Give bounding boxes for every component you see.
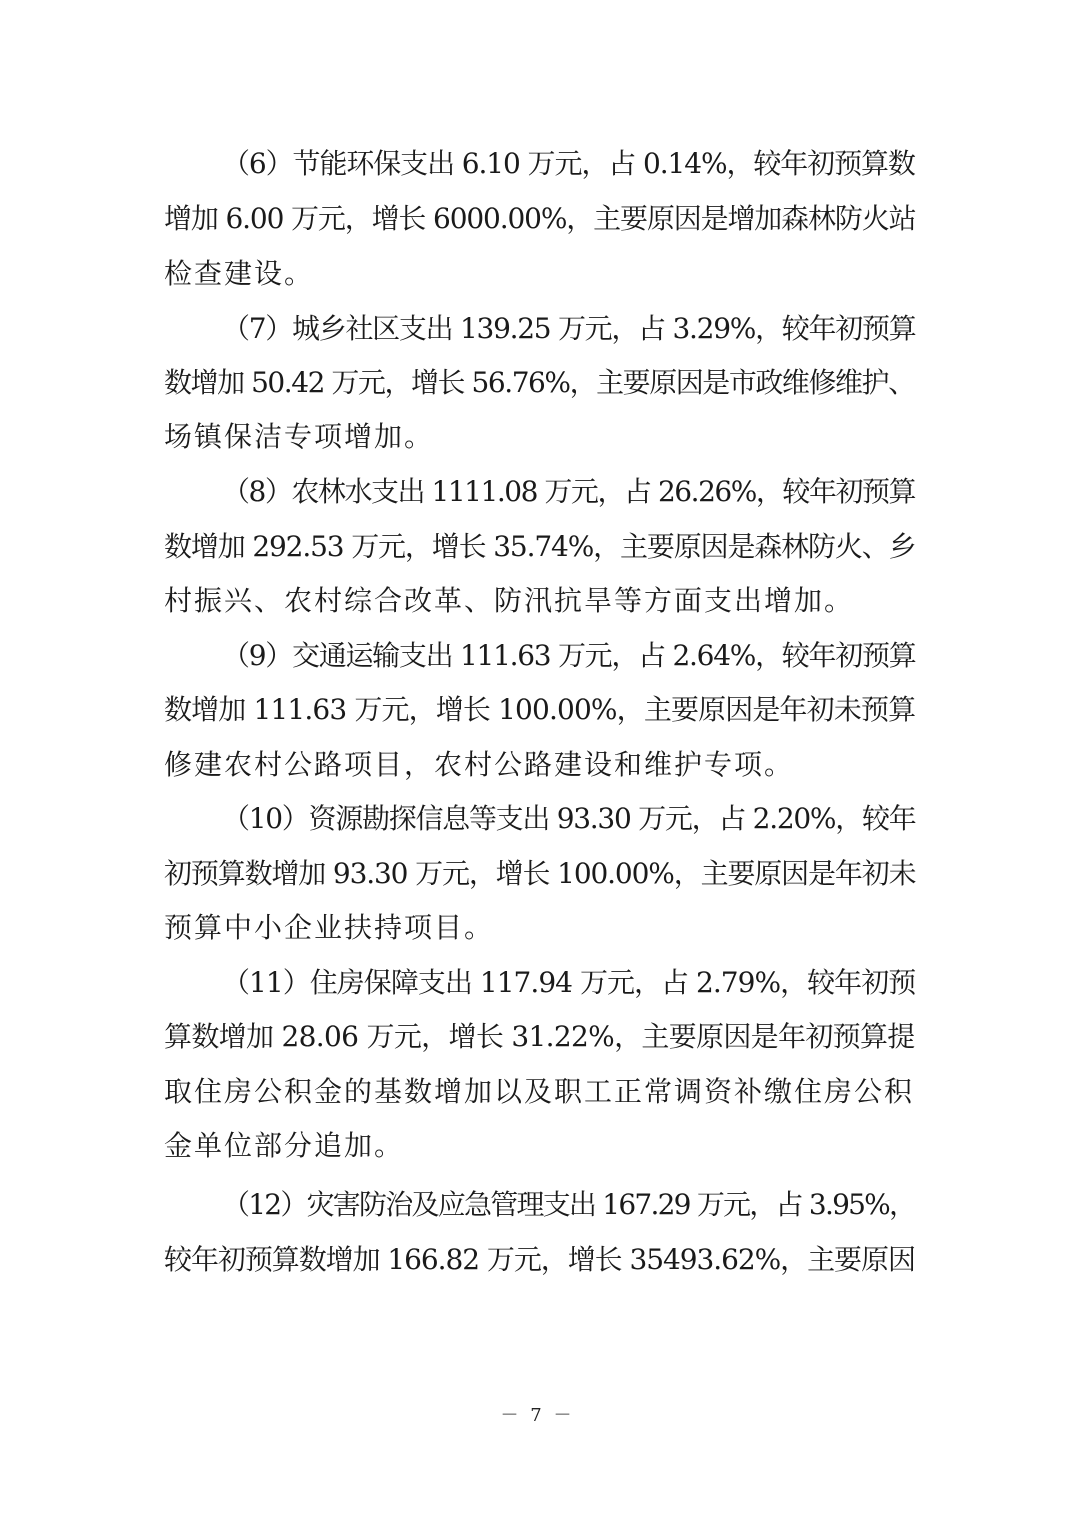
paragraph-10-line-1: （10）资源勘探信息等支出 93.30 万元，占 2.20%，较年 [222,802,916,835]
page-number: － 7 － [500,1405,575,1426]
paragraph-6-line-2: 增加 6.00 万元，增长 6000.00%，主要原因是增加森林防火站 [164,202,916,235]
paragraph-9-line-3: 修建农村公路项目，农村公路建设和维护专项。 [164,748,795,781]
paragraph-9-line-1: （9）交通运输支出 111.63 万元，占 2.64%，较年初预算 [222,639,916,672]
paragraph-7-line-2: 数增加 50.42 万元，增长 56.76%，主要原因是市政维修维护、 [164,366,915,399]
paragraph-7-line-3: 场镇保洁专项增加。 [164,420,435,453]
paragraph-7-line-1: （7）城乡社区支出 139.25 万元，占 3.29%，较年初预算 [222,312,916,345]
paragraph-10-line-2: 初预算数增加 93.30 万元，增长 100.00%，主要原因是年初未 [164,857,916,890]
paragraph-12-line-1: （12）灾害防治及应急管理支出 167.29 万元，占 3.95%， [222,1188,916,1221]
paragraph-6-line-3: 检查建设。 [164,257,315,290]
paragraph-10-line-3: 预算中小企业扶持项目。 [164,911,495,944]
paragraph-11-line-4: 金单位部分追加。 [164,1129,405,1162]
paragraph-8-line-3: 村振兴、农村综合改革、防汛抗旱等方面支出增加。 [164,584,855,617]
paragraph-6-line-1: （6）节能环保支出 6.10 万元，占 0.14%，较年初预算数 [222,147,915,180]
paragraph-9-line-2: 数增加 111.63 万元，增长 100.00%，主要原因是年初未预算 [164,693,916,726]
paragraph-8-line-1: （8）农林水支出 1111.08 万元，占 26.26%，较年初预算 [222,475,916,508]
paragraph-11-line-1: （11）住房保障支出 117.94 万元，占 2.79%，较年初预 [222,966,916,999]
paragraph-11-line-3: 取住房公积金的基数增加以及职工正常调资补缴住房公积 [164,1075,915,1108]
paragraph-11-line-2: 算数增加 28.06 万元，增长 31.22%，主要原因是年初预算提 [164,1020,915,1053]
paragraph-8-line-2: 数增加 292.53 万元，增长 35.74%，主要原因是森林防火、乡 [164,530,916,563]
paragraph-12-line-2: 较年初预算数增加 166.82 万元，增长 35493.62%，主要原因 [164,1243,915,1276]
